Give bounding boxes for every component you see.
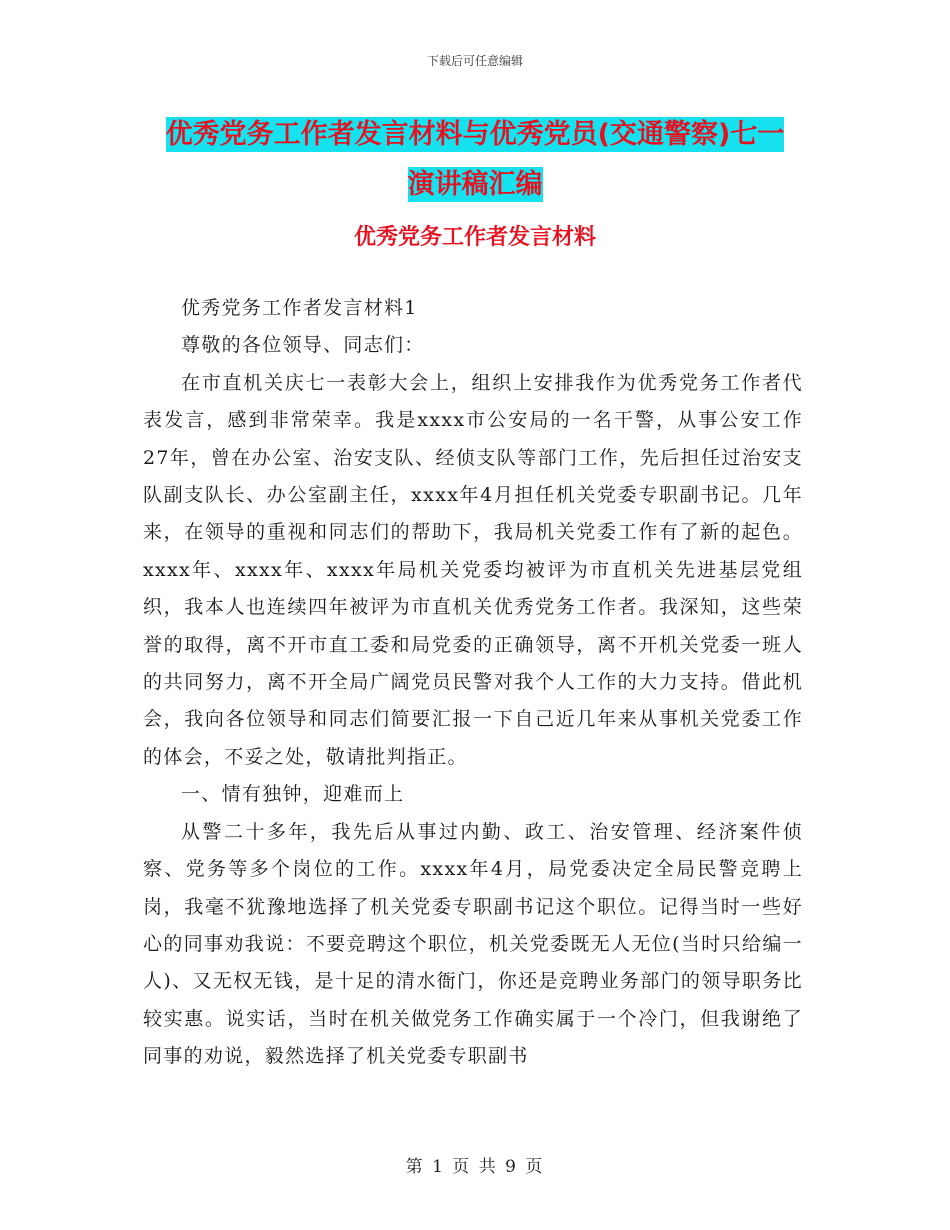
document-title-line-2: 演讲稿汇编 <box>407 169 543 200</box>
paragraph-intro: 在市直机关庆七一表彰大会上，组织上安排我作为优秀党务工作者代表发言，感到非常荣幸。我是xxxx市公安局的一名干警，从事公安工作27年，曾在办公室、治安支队、经侦支队等部门工作，先后担任过治安支队副支队长、办公室副主任，xxxx年4月担任机关党委专职副书记。几年来，在领导的重视和同志们的帮助下，我局机关党委工作有了新的起色。xxxx年、xxxx年、xxxx年局机关党委均被评为市直机关先进基层党组织，我本人也连续四年被评为市直机关优秀党务工作者。我深知，这些荣誉的取得，离不开市直工委和局党委的正确领导，离不开机关党委一班人的共同努力，离不开全局广阔党员民警对我个人工作的大力支持。借此机会，我向各位领导和同志们简要汇报一下自己近几年来从事机关党委工作的体会，不妥之处，敬请批判指正。 <box>143 371 803 768</box>
paragraph-body: 从警二十多年，我先后从事过内勤、政工、治安管理、经济案件侦察、党务等多个岗位的工作。xxxx年4月，局党委决定全局民警竞聘上岗，我毫不犹豫地选择了机关党委专职副书记这个职位。记得当时一些好心的同事劝我说：不要竞聘这个职位，机关党委既无人无位(当时只给编一人)、又无权无钱，是十足的清水衙门，你还是竞聘业务部门的领导职务比较实惠。说实话，当时在机关做党务工作确实属于一个冷门，但我谢绝了同事的劝说，毅然选择了机关党委专职副书 <box>143 820 803 1068</box>
page-number-footer: 第 1 页 共 9 页 <box>405 1157 545 1177</box>
paragraph-subheading: 一、情有独钟，迎难而上 <box>181 783 405 806</box>
document-title <box>0 110 950 210</box>
document-body <box>143 290 803 1076</box>
header-note: 下载后可任意编辑 <box>426 54 523 68</box>
section-title: 优秀党务工作者发言材料 <box>353 225 596 250</box>
paragraph-salutation: 尊敬的各位领导、同志们： <box>181 334 425 357</box>
paragraph-heading: 优秀党务工作者发言材料1 <box>181 297 418 319</box>
document-title-line-1: 优秀党务工作者发言材料与优秀党员(交通警察)七一 <box>165 119 785 150</box>
